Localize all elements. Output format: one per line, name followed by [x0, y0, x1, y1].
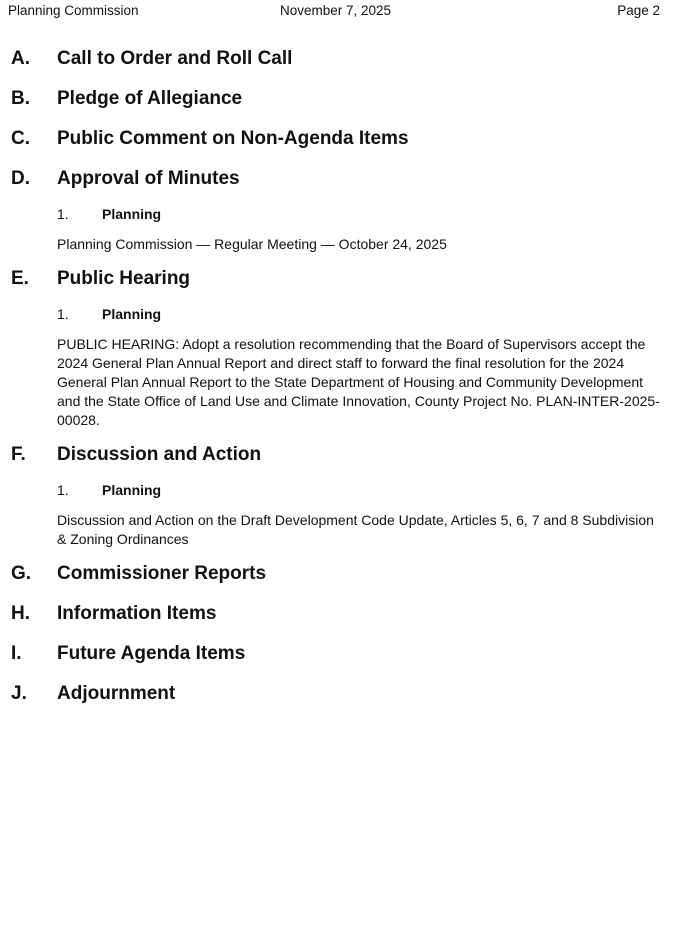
item-number: 1.: [57, 206, 69, 222]
section-title: Public Comment on Non-Agenda Items: [57, 128, 409, 149]
section-public-comment: [0, 128, 680, 157]
header-page-number: Page 2: [617, 3, 660, 18]
section-heading: [0, 563, 680, 592]
section-letter: J.: [11, 683, 27, 704]
section-public-hearing: [0, 268, 680, 430]
section-title: Call to Order and Roll Call: [57, 48, 293, 69]
section-discussion-and-action: [0, 444, 680, 549]
header-commission-name: Planning Commission: [8, 3, 139, 18]
section-heading: [0, 444, 680, 473]
section-approval-of-minutes: [0, 168, 680, 254]
section-future-agenda-items: [0, 643, 680, 672]
section-heading: [0, 48, 680, 77]
section-letter: I.: [11, 643, 22, 664]
section-heading: [0, 603, 680, 632]
item-description: Discussion and Action on the Draft Development Code Update, Articles 5, 6, 7 and 8 Subdivision & Zoning Ordinances: [57, 512, 654, 547]
agenda-item: [0, 482, 680, 502]
item-number: 1.: [57, 306, 69, 322]
section-pledge: [0, 88, 680, 117]
section-heading: [0, 88, 680, 117]
section-call-to-order: [0, 48, 680, 77]
section-heading: [0, 683, 680, 712]
section-title: Pledge of Allegiance: [57, 88, 243, 109]
section-letter: E.: [11, 268, 29, 289]
section-title: Commissioner Reports: [57, 563, 267, 584]
section-information-items: [0, 603, 680, 632]
page-header: [8, 2, 660, 20]
agenda-item: [0, 206, 680, 226]
section-letter: B.: [11, 88, 30, 109]
section-letter: H.: [11, 603, 30, 624]
header-date: November 7, 2025: [280, 3, 392, 18]
item-department: Planning: [102, 306, 162, 322]
section-heading: [0, 643, 680, 672]
section-title: Approval of Minutes: [57, 168, 240, 189]
section-heading: [0, 268, 680, 297]
section-title: Public Hearing: [57, 268, 191, 289]
item-department: Planning: [102, 482, 162, 498]
section-title: Future Agenda Items: [57, 643, 246, 664]
section-title: Adjournment: [57, 683, 176, 704]
section-heading: [0, 128, 680, 157]
item-description: Planning Commission — Regular Meeting — October 24, 2025: [57, 236, 447, 252]
section-letter: D.: [11, 168, 30, 189]
agenda-list: [0, 48, 680, 723]
section-adjournment: [0, 683, 680, 712]
section-letter: F.: [11, 444, 26, 465]
section-letter: G.: [11, 563, 32, 584]
section-letter: C.: [11, 128, 30, 149]
section-heading: [0, 168, 680, 197]
item-description: PUBLIC HEARING: Adopt a resolution recommending that the Board of Supervisors accept the 2024 General Plan Annual Report and direct staff to forward the final resolution for the 2024 General Plan Annual Report to the State Department of Housing and Community Development and the State Office of Land Use and Climate Innovation, County Project No. PLAN-INTER-2025-00028.: [57, 336, 660, 428]
section-title: Information Items: [57, 603, 217, 624]
agenda-item: [0, 306, 680, 326]
item-department: Planning: [102, 206, 162, 222]
item-number: 1.: [57, 482, 69, 498]
section-letter: A.: [11, 48, 30, 69]
section-commissioner-reports: [0, 563, 680, 592]
section-title: Discussion and Action: [57, 444, 262, 465]
